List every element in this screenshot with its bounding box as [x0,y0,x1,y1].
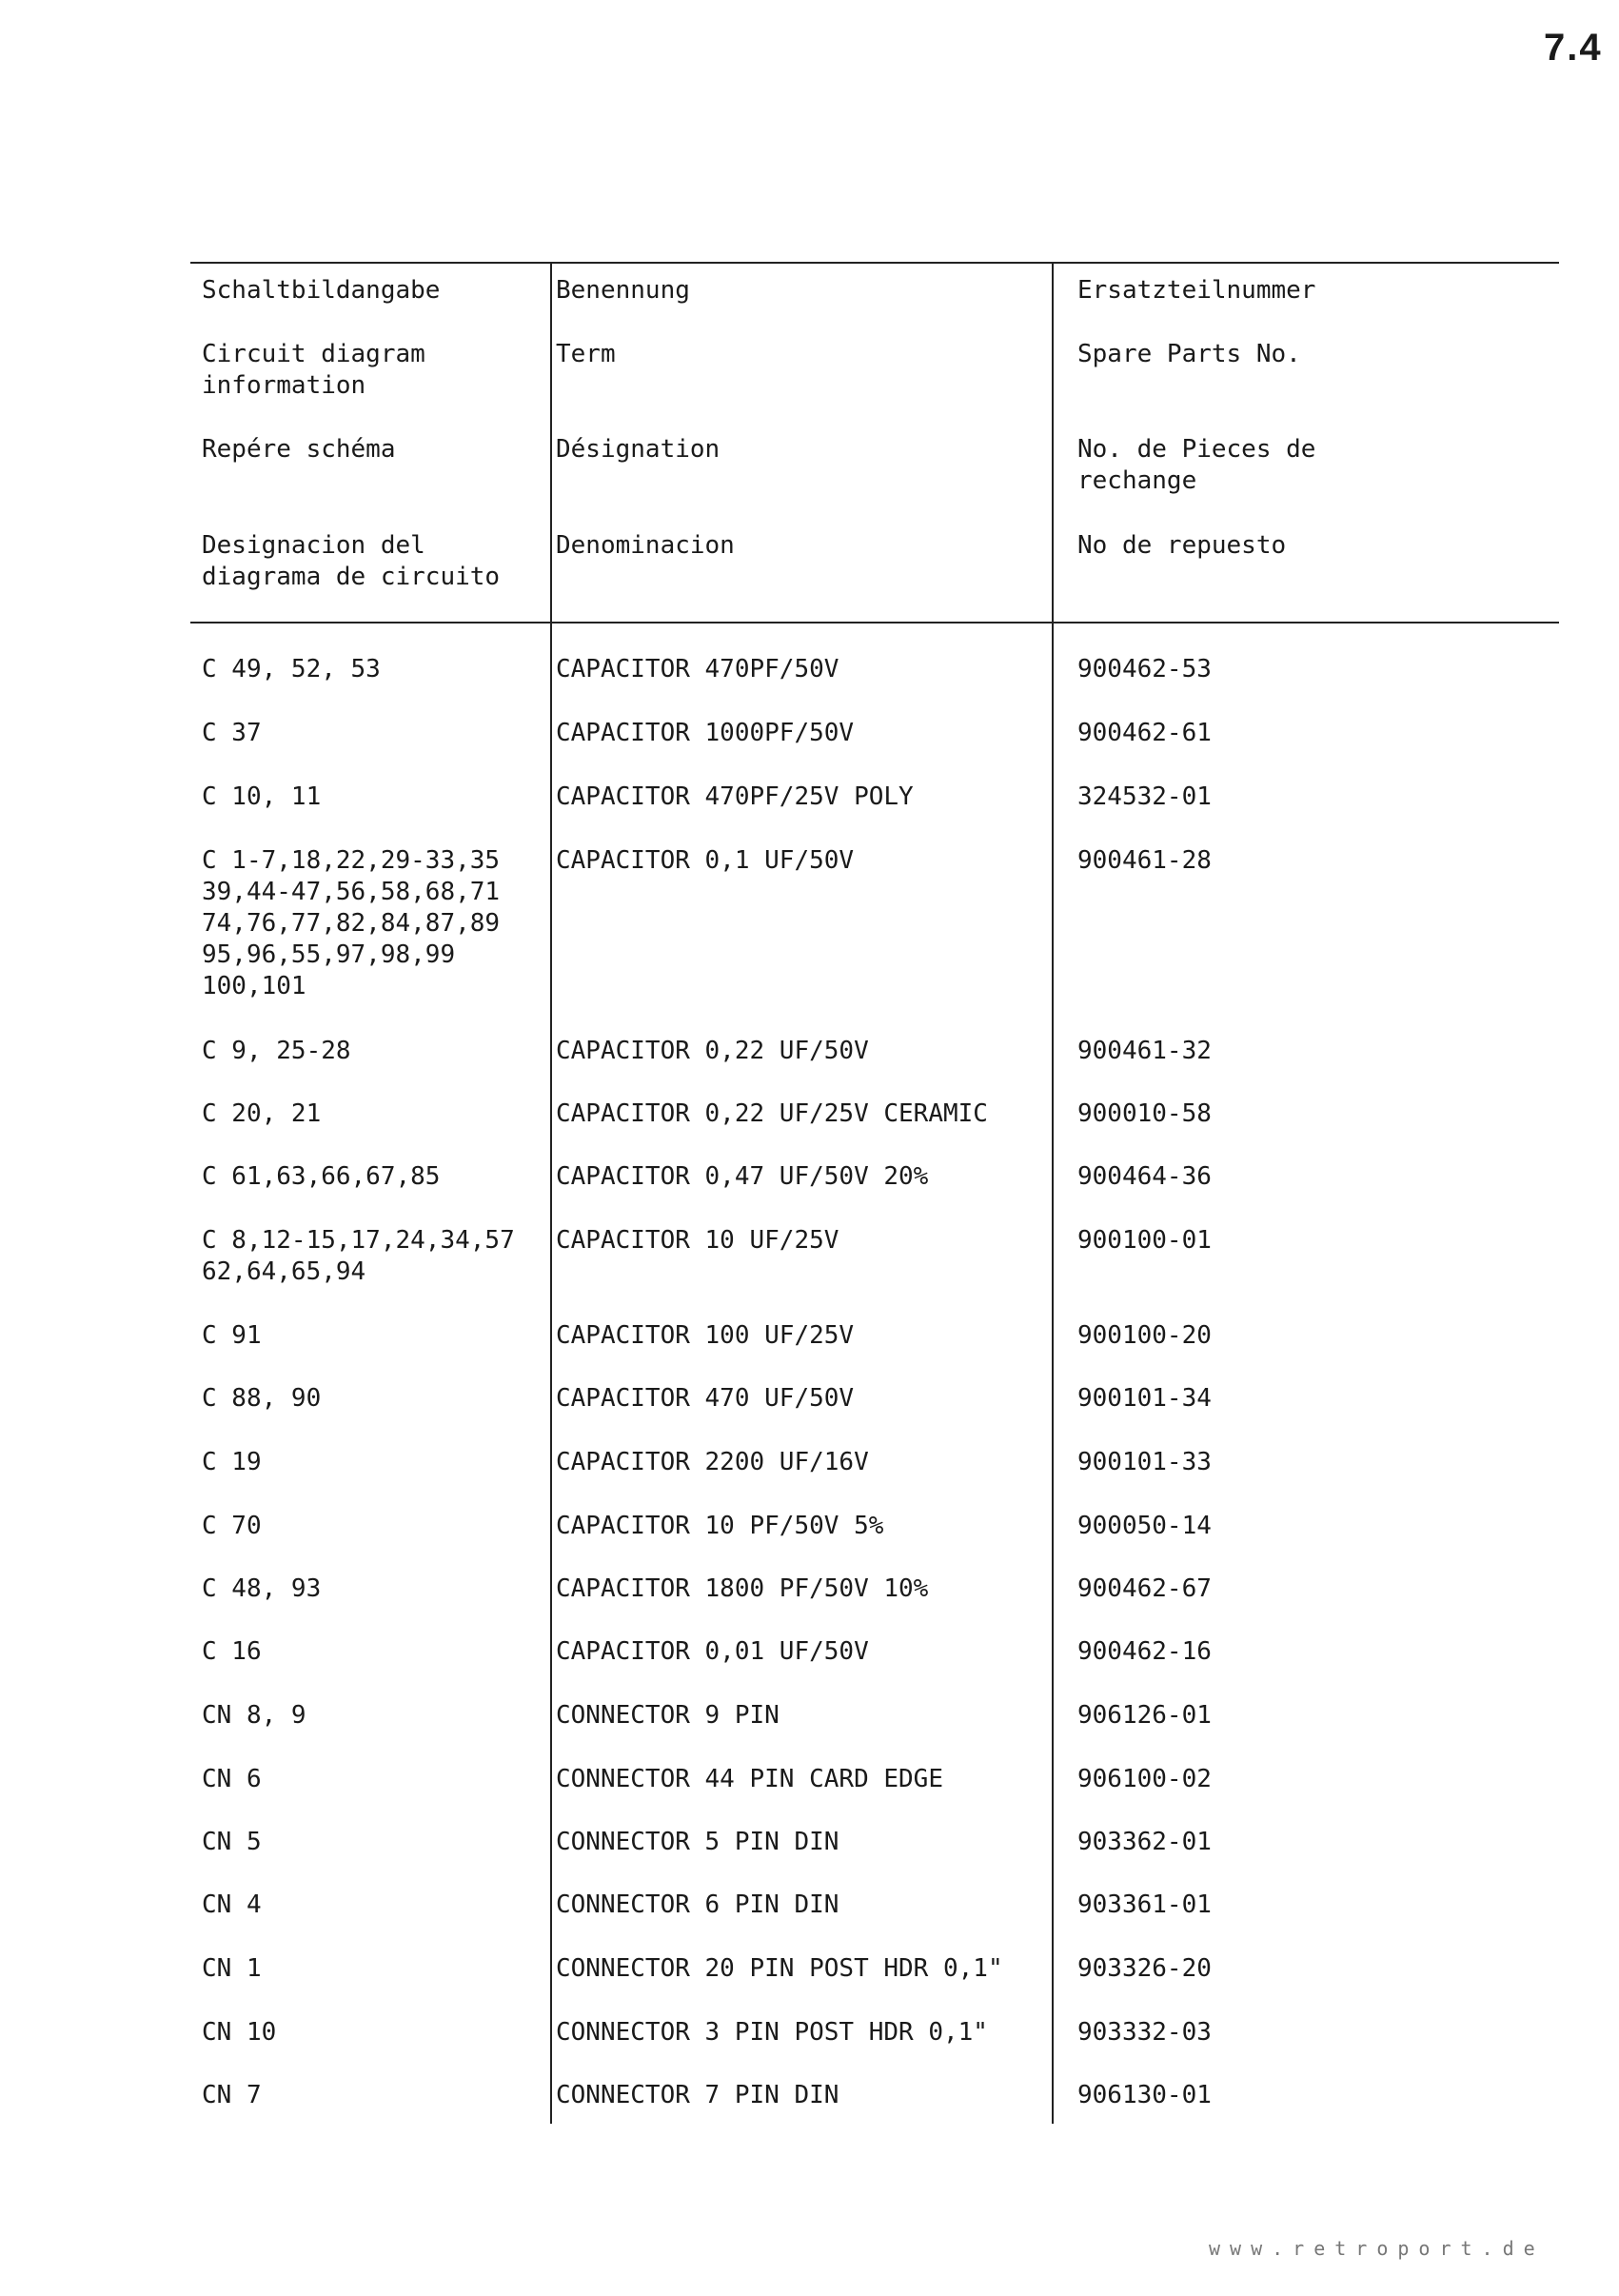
row-term: CAPACITOR 2200 UF/16V [556,1448,869,1476]
row-part: 900462-53 [1077,655,1212,683]
row-part: 906130-01 [1077,2081,1212,2109]
row-ref: C 10, 11 [202,782,322,811]
row-term: CAPACITOR 10 PF/50V 5% [556,1512,884,1540]
row-part: 903361-01 [1077,1890,1212,1919]
row-part: 900464-36 [1077,1162,1212,1191]
header-part-es: No de repuesto [1077,531,1287,560]
row-ref: C 19 [202,1448,262,1476]
row-term: CAPACITOR 470PF/25V POLY [556,782,914,811]
header-circuit-es: Designacion del diagrama de circuito [202,531,501,591]
row-ref: CN 8, 9 [202,1701,306,1730]
row-part: 900461-32 [1077,1037,1212,1065]
row-term: CONNECTOR 3 PIN POST HDR 0,1" [556,2018,988,2047]
row-ref: C 48, 93 [202,1574,322,1603]
row-part: 900101-34 [1077,1384,1212,1413]
row-part: 906126-01 [1077,1701,1212,1730]
row-ref: CN 6 [202,1765,262,1793]
row-term: CAPACITOR 1800 PF/50V 10% [556,1574,929,1603]
column-divider-1 [550,262,552,2124]
row-part: 903326-20 [1077,1954,1212,1983]
row-term: CONNECTOR 20 PIN POST HDR 0,1" [556,1954,1003,1983]
row-part: 903362-01 [1077,1828,1212,1856]
row-term: CAPACITOR 0,1 UF/50V [556,846,855,875]
row-term: CAPACITOR 1000PF/50V [556,719,855,747]
row-part: 900462-67 [1077,1574,1212,1603]
row-part: 903332-03 [1077,2018,1212,2047]
header-circuit-de: Schaltbildangabe [202,276,441,305]
row-ref: CN 7 [202,2081,262,2109]
row-part: 900010-58 [1077,1099,1212,1128]
header-part-en: Spare Parts No. [1077,340,1301,368]
row-ref: C 61,63,66,67,85 [202,1162,441,1191]
row-part: 900462-16 [1077,1637,1212,1666]
row-term: CONNECTOR 6 PIN DIN [556,1890,839,1919]
row-ref: C 37 [202,719,262,747]
table-top-rule [190,262,1559,264]
row-term: CONNECTOR 7 PIN DIN [556,2081,839,2109]
row-ref: C 20, 21 [202,1099,322,1128]
row-ref: C 16 [202,1637,262,1666]
row-term: CONNECTOR 9 PIN [556,1701,780,1730]
watermark-url: www.retroport.de [1209,2237,1545,2260]
row-term: CAPACITOR 100 UF/25V [556,1321,855,1350]
row-part: 900101-33 [1077,1448,1212,1476]
header-part-de: Ersatzteilnummer [1077,276,1316,305]
header-circuit-en: Circuit diagram information [202,340,425,400]
header-circuit-fr: Repére schéma [202,435,396,464]
header-term-fr: Désignation [556,435,721,464]
parts-table [190,262,1559,2124]
row-term: CAPACITOR 0,22 UF/25V CERAMIC [556,1099,988,1128]
row-ref: C 70 [202,1512,262,1540]
row-ref: C 9, 25-28 [202,1037,351,1065]
header-term-en: Term [556,340,616,368]
row-term: CAPACITOR 10 UF/25V [556,1226,839,1255]
row-part: 900100-01 [1077,1226,1212,1255]
row-term: CAPACITOR 0,01 UF/50V [556,1637,869,1666]
row-term: CAPACITOR 0,47 UF/50V 20% [556,1162,929,1191]
row-ref: C 91 [202,1321,262,1350]
row-part: 900461-28 [1077,846,1212,875]
row-part: 324532-01 [1077,782,1212,811]
header-part-fr: No. de Pieces de rechange [1077,435,1316,495]
row-part: 900100-20 [1077,1321,1212,1350]
row-part: 900050-14 [1077,1512,1212,1540]
row-ref: CN 10 [202,2018,277,2047]
row-term: CAPACITOR 470 UF/50V [556,1384,855,1413]
column-divider-2 [1052,262,1054,2124]
row-term: CAPACITOR 470PF/50V [556,655,839,683]
row-ref: C 1-7,18,22,29-33,35 39,44-47,56,58,68,71 74,76,77,82,84,87,89 95,96,55,97,98,99 100,101 [202,846,501,1000]
row-ref: CN 5 [202,1828,262,1856]
row-ref: C 49, 52, 53 [202,655,381,683]
header-term-de: Benennung [556,276,690,305]
row-ref: C 8,12-15,17,24,34,57 62,64,65,94 [202,1226,515,1286]
row-ref: CN 1 [202,1954,262,1983]
header-term-es: Denominacion [556,531,735,560]
row-ref: CN 4 [202,1890,262,1919]
row-part: 906100-02 [1077,1765,1212,1793]
row-ref: C 88, 90 [202,1384,322,1413]
page-number: 7.4 [1544,27,1603,69]
row-term: CAPACITOR 0,22 UF/50V [556,1037,869,1065]
table-header-rule [190,622,1559,623]
row-term: CONNECTOR 5 PIN DIN [556,1828,839,1856]
row-part: 900462-61 [1077,719,1212,747]
row-term: CONNECTOR 44 PIN CARD EDGE [556,1765,943,1793]
